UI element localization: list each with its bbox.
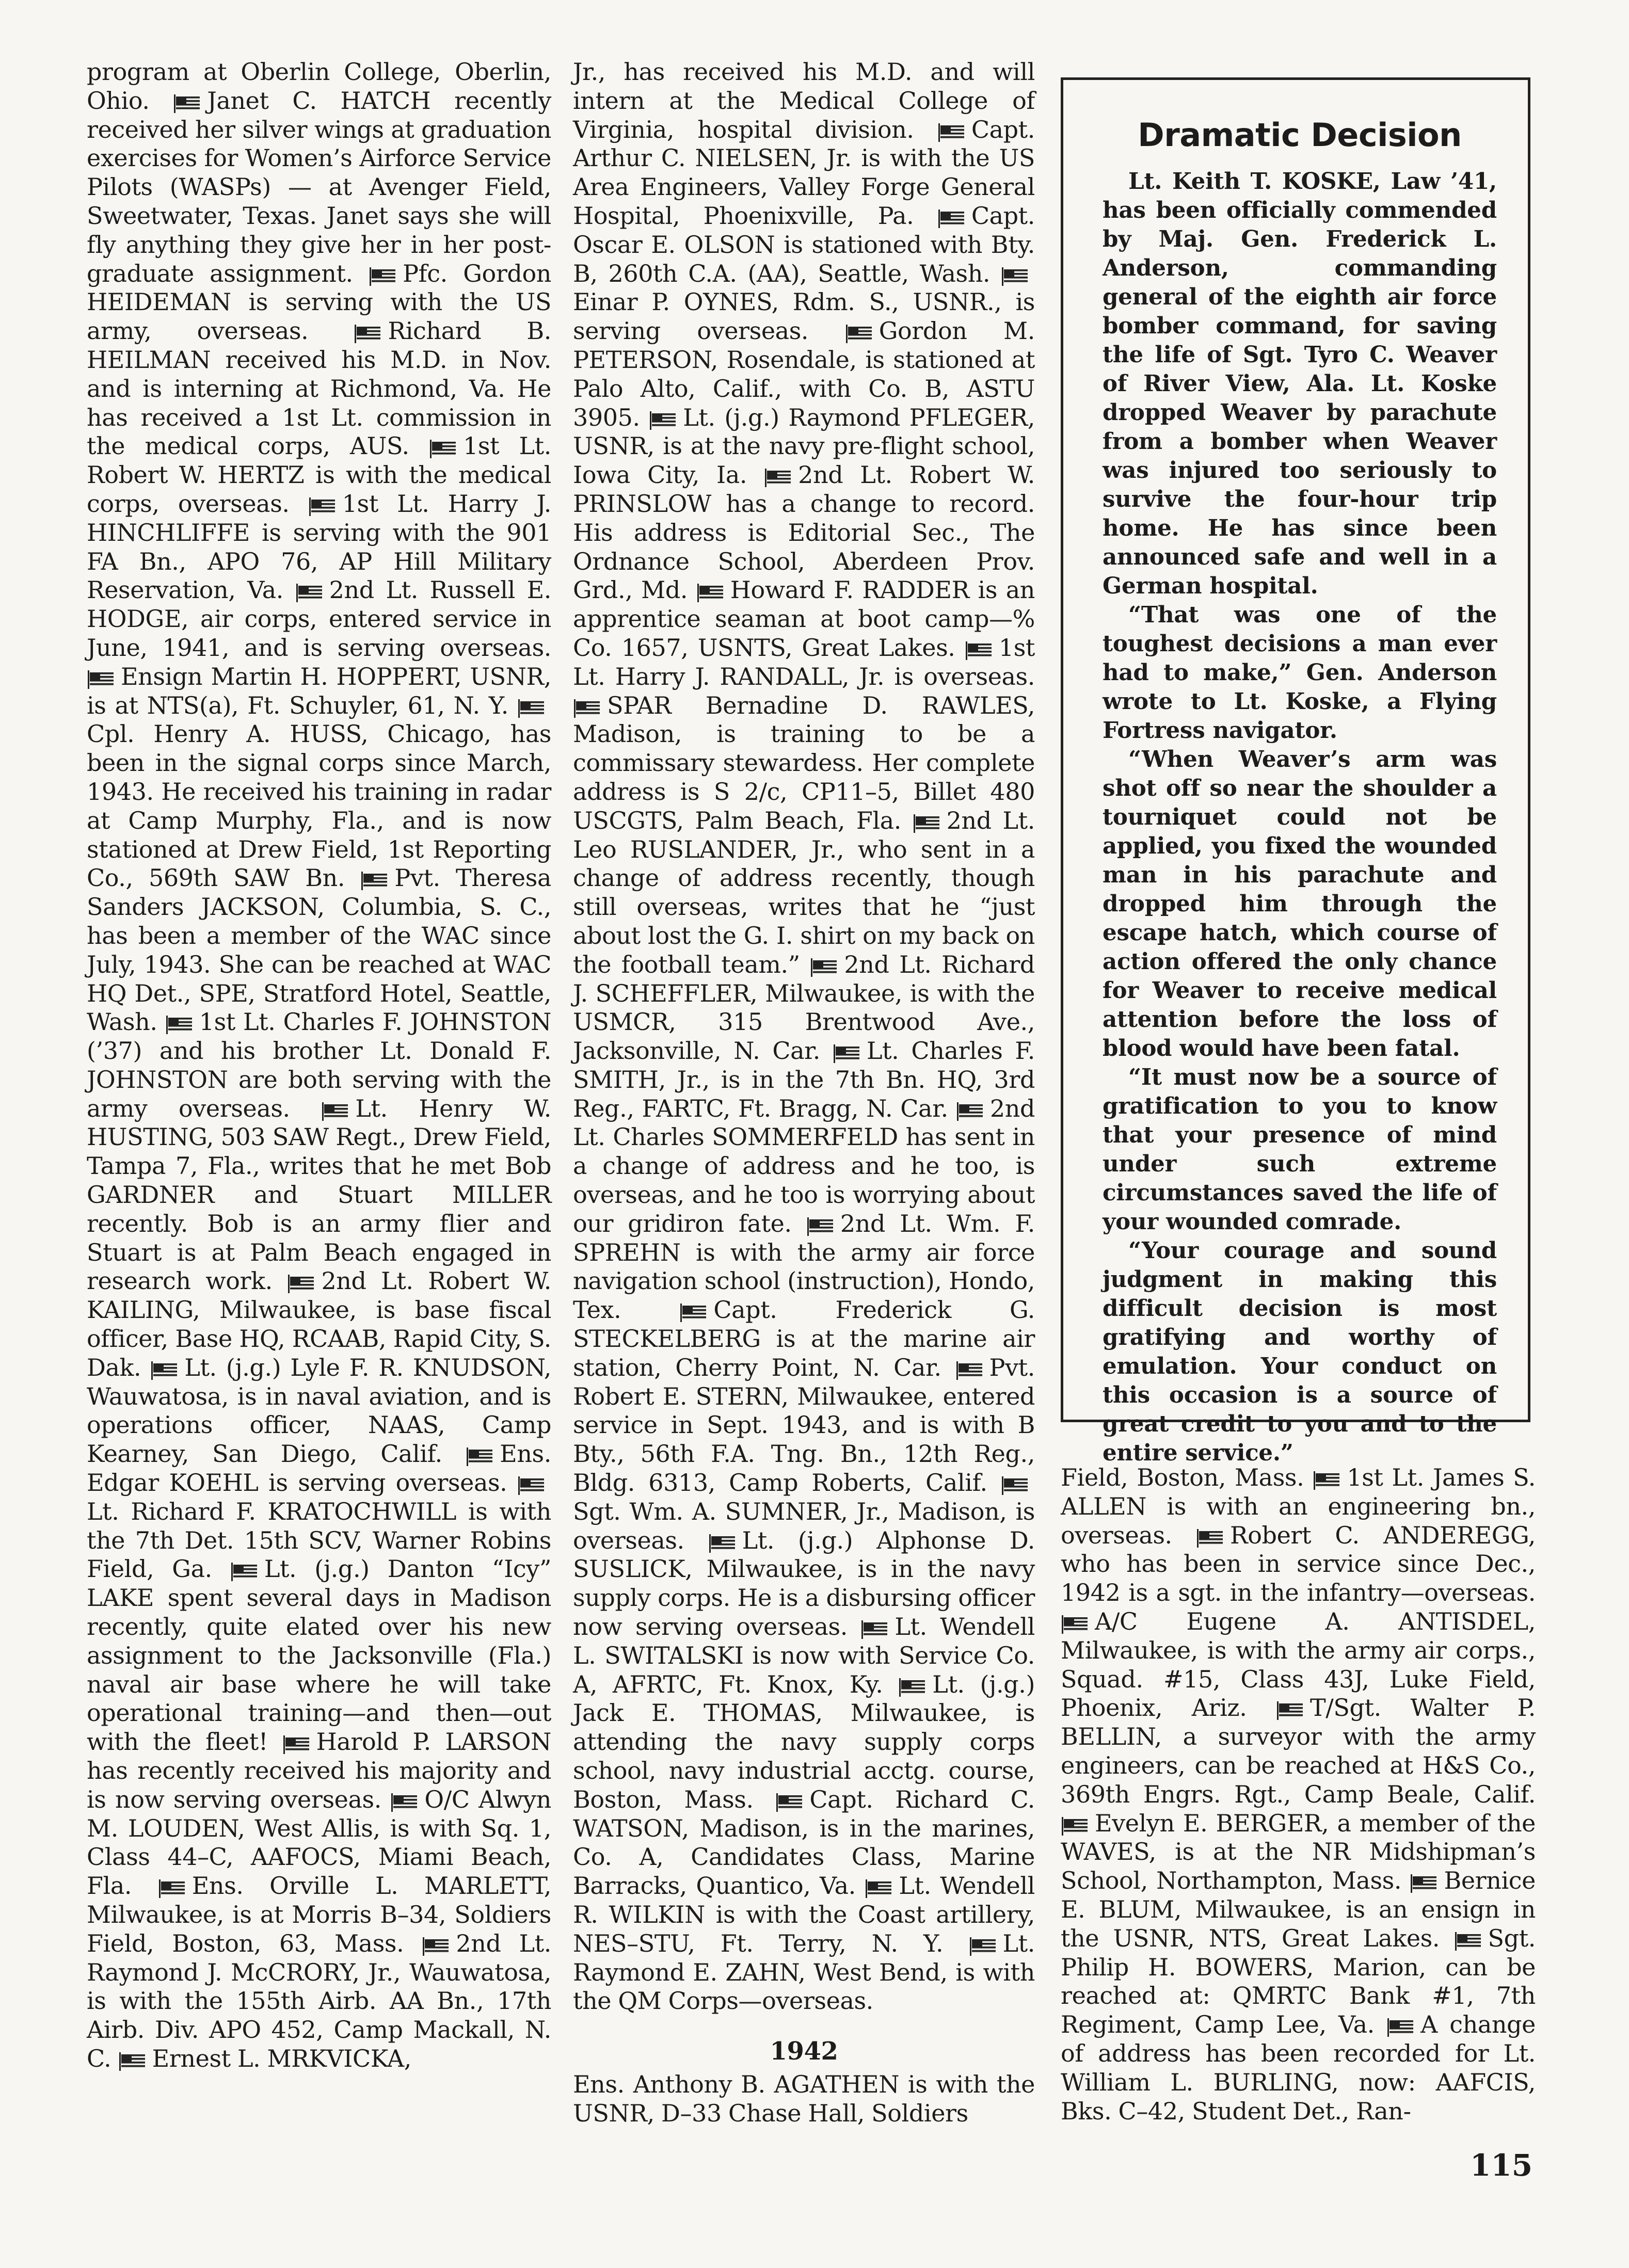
flag-icon: [940, 125, 964, 139]
entry-text: O/C Alwyn M. LOUDEN, West Allis, is with Sq. 1, Class 44–C, AAFOCS, Miami Beach, Fla.: [87, 1785, 552, 1900]
entry-text: Ens. Orville L. MARLETT, Milwaukee, is at Morris B–34, Soldiers Field, Boston, 63, Mass.: [87, 1872, 551, 1957]
entry-text: Capt. Richard C. WATSON, Madison, is in the marines, Co. A, Candidates Class, Marine Barracks, Quantico, Va.: [573, 1785, 1035, 1900]
entry-text: Capt. Oscar E. OLSON is stationed with Bty. B, 260th C.A. (AA), Seattle, Wash.: [573, 201, 1035, 287]
entry-text: Bernice E. BLUM, Milwaukee, is an ensign in the USNR, NTS, Great Lakes.: [1061, 1867, 1536, 1952]
flag-icon: [161, 1881, 185, 1895]
flag-icon: [520, 701, 544, 715]
sidebar-paragraph: “Your courage and sound judgment in making this difficult decision is most gratifying and worthy of emulation. Your conduct on this occasion is a source of great credit to you and to the entire service.”: [1103, 1237, 1497, 1466]
flag-icon: [233, 1565, 257, 1578]
flag-icon: [311, 500, 335, 513]
sidebar-paragraph: “It must now be a source of gratification to you to know that your presence of mind under such extreme circumstances saved the life of your wounded comrade.: [1103, 1064, 1497, 1235]
entry-text: 2nd Lt. Richard J. SCHEFFLER, Milwaukee, is with the USMCR, 315 Brentwood Ave., Jacksonville, N. Car.: [573, 950, 1035, 1065]
flag-icon: [868, 1881, 891, 1895]
entry-text: Gordon M. PETERSON, Rosendale, is stationed at Palo Alto, Calif., with Co. B, ASTU 3905.: [573, 317, 1035, 431]
flag-icon: [767, 471, 791, 484]
flag-icon: [576, 701, 600, 715]
flag-icon: [778, 1795, 802, 1809]
column-2-text-continued: [573, 2070, 1035, 2128]
entry-text: Lt. Richard F. KRATOCHWILL is with the 7th Det. 15th SCV, Warner Robins Field, Ga.: [87, 1497, 551, 1583]
column-1: [87, 58, 551, 2073]
flag-icon: [1279, 1703, 1303, 1717]
flag-icon: [1004, 269, 1028, 283]
entry-text: Lt. Wendell R. WILKIN is with the Coast artillery, NES–STU, Ft. Terry, N. Y.: [573, 1872, 1035, 1957]
entry-text: 2nd Lt. Robert W. PRINSLOW has a change to record. His address is Editorial Sec., The Ordnance School, Aberdeen Prov. Grd., Md.: [573, 461, 1035, 604]
column-1-text: [87, 58, 551, 2073]
column-2: [573, 58, 1035, 2128]
entry-text: 2nd Lt. Raymond J. McCRORY, Jr., Wauwatosa, is with the 155th Airb. AA Bn., 17th Airb. Div. APO 452, Camp Mackall, N. C.: [87, 1929, 551, 2072]
entry-text: Capt. Arthur C. NIELSEN, Jr. is with the US Area Engineers, Valley Forge General Hospital, Phoenixville, Pa.: [573, 115, 1035, 230]
flag-icon: [813, 960, 837, 974]
flag-icon: [1457, 1934, 1481, 1948]
entry-text: Pvt. Robert E. STERN, Milwaukee, entered service in Sept. 1943, and is with B Bty., 56th F.A. Tng. Bn., 12th Reg., Bldg. 6313, Camp Roberts, Calif.: [573, 1353, 1035, 1497]
column-3-text: [1061, 1463, 1536, 2126]
column-3: [1061, 1463, 1536, 2126]
flag-icon: [959, 1104, 983, 1118]
flag-icon: [176, 96, 200, 110]
sidebar-body: [1103, 167, 1497, 1468]
entry-text: Capt. Frederick G. STECKELBERG is at the marine air station, Cherry Point, N. Car.: [573, 1296, 1035, 1381]
entry-text: Pfc. Gordon HEIDEMAN is serving with the US army, overseas.: [87, 259, 552, 345]
flag-icon: [285, 1738, 309, 1751]
flag-icon: [357, 327, 380, 340]
entry-text: program at Oberlin College, Oberlin, Ohio.: [87, 58, 551, 115]
entry-text: T/Sgt. Walter P. BELLIN, a surveyor with the army engineers, can be reached at H&S Co., 369th Engrs. Rgt., Camp Beale, Calif.: [1061, 1694, 1536, 1808]
flag-icon: [1064, 1819, 1088, 1832]
entry-text: Lt. (j.g.) Jack E. THOMAS, Milwaukee, is attending the navy supply corps school, navy industrial acctg. course, Boston, Mass.: [573, 1670, 1035, 1813]
entry-text: Harold P. LARSON has recently received his majority and is now serving overseas.: [87, 1728, 551, 1813]
flag-icon: [972, 1939, 996, 1953]
flag-icon: [809, 1219, 833, 1233]
flag-icon: [432, 442, 456, 455]
entry-text: 2nd Lt. Wm. F. SPREHN is with the army air force navigation school (instruction), Hondo, Tex.: [573, 1209, 1035, 1324]
entry-text: 1st Lt. James S. ALLEN is with an engineering bn., overseas.: [1061, 1463, 1536, 1549]
flag-icon: [168, 1018, 192, 1031]
entry-text: Robert C. ANDEREGG, who has been in service since Dec., 1942 is a sgt. in the infantry—overseas.: [1061, 1521, 1536, 1607]
entry-text: Lt. Wendell L. SWITALSKI is now with Service Co. A, AFRTC, Ft. Knox, Ky.: [573, 1613, 1035, 1698]
flag-icon: [711, 1536, 735, 1550]
flag-icon: [901, 1680, 925, 1694]
entry-text: Cpl. Henry A. HUSS, Chicago, has been in the signal corps since March, 1943. He received his training in radar at Camp Murphy, Fla., and is now stationed at Drew Field, 1st Reporting Co., 569th SAW Bn.: [87, 720, 551, 892]
entry-text: 1st Lt. Robert W. HERTZ is with the medical corps, overseas.: [87, 432, 551, 518]
entry-text: 2nd Lt. Charles SOMMERFELD has sent in a change of address and he too, is overseas, and he too is worrying about our gridiron fate.: [573, 1094, 1035, 1237]
section-heading-1942: 1942: [770, 2037, 838, 2066]
flag-icon: [121, 2054, 145, 2068]
flag-icon: [968, 644, 992, 657]
entry-text: Einar P. OYNES, Rdm. S., USNR., is serving overseas.: [573, 288, 1035, 345]
entry-text: Lt. Raymond E. ZAHN, West Bend, is with the QM Corps—overseas.: [573, 1929, 1035, 2015]
sidebar-paragraph: “When Weaver’s arm was shot off so near the shoulder a tourniquet could not be applied, you fixed the wounded man in his parachute and dropped him through the escape hatch, which course of action offered the only chance for Weaver to receive medical attention before the loss of blood would have been fatal.: [1103, 746, 1497, 1061]
flag-icon: [153, 1363, 177, 1377]
entry-text: 2nd Lt. Leo RUSLANDER, Jr., who sent in a change of address recently, though still overseas, writes that he “just about lost the G. I. shirt on my back on the football team.”: [573, 806, 1035, 978]
flag-icon: [940, 212, 964, 225]
entry-text: Lt. (j.g.) Lyle F. R. KNUDSON, Wauwatosa, is in naval aviation, and is operations officer, NAAS, Camp Kearney, San Diego, Calif.: [87, 1353, 551, 1468]
entry-text: 1st Lt. Harry J. HINCHLIFFE is serving with the 901 FA Bn., APO 76, AP Hill Military Reservation, Va.: [87, 489, 551, 604]
entry-text: Jr., has received his M.D. and will intern at the Medical College of Virginia, hospital division.: [573, 58, 1035, 143]
flag-icon: [90, 672, 114, 686]
entry-text: 1st Lt. Charles F. JOHNSTON (’37) and his brother Lt. Donald F. JOHNSTON are both serving with the army overseas.: [87, 1008, 551, 1122]
entry-text: Lt. Charles F. SMITH, Jr., is in the 7th Bn. HQ, 3rd Reg., FARTC, Ft. Bragg, N. Car.: [573, 1037, 1035, 1122]
flag-icon: [959, 1363, 982, 1377]
sidebar-title: Dramatic Decision: [1138, 116, 1462, 154]
flag-icon: [469, 1450, 492, 1463]
flag-icon: [652, 413, 676, 427]
entry-text: 2nd Lt. Russell E. HODGE, air corps, entered service in June, 1941, and is serving overseas.: [87, 576, 551, 662]
page-number: 115: [1470, 2148, 1533, 2183]
entry-text: Lt. (j.g.) Raymond PFLEGER, USNR, is at the navy pre-flight school, Iowa City, Ia.: [573, 403, 1035, 489]
entry-text: Janet C. HATCH recently received her silver wings at graduation exercises for Women’s Airforce Service Pilots (WASPs) — at Avenger Field, Sweetwater, Texas. Janet says she will fly anything they give her in her post-graduate assignment.: [87, 86, 551, 287]
sidebar-box: [1061, 77, 1530, 1466]
entry-text: Ens. Anthony B. AGATHEN is with the USNR, D–33 Chase Hall, Soldiers: [573, 2070, 1035, 2127]
flag-icon: [425, 1939, 449, 1953]
flag-icon: [682, 1306, 706, 1319]
entry-text: 2nd Lt. Robert W. KAILING, Milwaukee, is base fiscal officer, Base HQ, RCAAB, Rapid City, S. Dak.: [87, 1267, 551, 1381]
entry-text: Lt. (j.g.) Alphonse D. SUSLICK, Milwaukee, is in the navy supply corps. He is a disbursing officer now serving overseas.: [573, 1526, 1035, 1641]
flag-icon: [836, 1047, 859, 1060]
entry-text: Field, Boston, Mass.: [1061, 1463, 1304, 1491]
entry-text: Ens. Edgar KOEHL is serving overseas.: [87, 1440, 551, 1497]
sidebar-paragraph: Lt. Keith T. KOSKE, Law ’41, has been officially commended by Maj. Gen. Frederick L. Anderson, commanding general of the eighth air force bomber command, for saving the life of Sgt. Tyro C. Weaver of River View, Ala. Lt. Koske dropped Weaver by parachute from a bomber when Weaver was injured too seriously to survive the four-hour trip home. He has since been announced safe and well in a German hospital.: [1103, 168, 1497, 599]
flag-icon: [1413, 1876, 1436, 1890]
entry-text: Ernest L. MRKVICKA,: [152, 2044, 411, 2072]
entry-text: Pvt. Theresa Sanders JACKSON, Columbia, S. C., has been a member of the WAC since July, 1943. She can be reached at WAC HQ Det., SPE, Stratford Hotel, Seattle, Wash.: [87, 864, 551, 1036]
flag-icon: [298, 586, 322, 599]
sidebar-paragraph: “That was one of the toughest decisions a man ever had to make,” Gen. Anderson wrote to Lt. Koske, a Flying Fortress navigator.: [1103, 602, 1497, 744]
flag-icon: [864, 1622, 887, 1636]
flag-icon: [848, 327, 872, 340]
flag-icon: [1199, 1531, 1223, 1545]
entry-text: Sgt. Wm. A. SUMNER, Jr., Madison, is overseas.: [573, 1497, 1035, 1554]
flag-icon: [916, 816, 939, 830]
flag-icon: [1004, 1478, 1028, 1492]
entry-text: A/C Eugene A. ANTISDEL, Milwaukee, is with the army air corps., Squad. #15, Class 43J, Luke Field, Phoenix, Ariz.: [1061, 1607, 1536, 1722]
entry-text: Evelyn E. BERGER, a member of the WAVES, is at the NR Midshipman’s School, Northampton, Mass.: [1061, 1809, 1536, 1895]
flag-icon: [290, 1277, 314, 1290]
entry-text: Richard B. HEILMAN received his M.D. in Nov. and is interning at Richmond, Va. He has received a 1st Lt. commission in the medical corps, AUS.: [87, 317, 551, 460]
flag-icon: [393, 1795, 417, 1809]
entry-text: SPAR Bernadine D. RAWLES, Madison, is training to be a commissary stewardess. Her complete address is S 2/c, CP11–5, Billet 480 USCGTS, Palm Beach, Fla.: [573, 691, 1035, 834]
flag-icon: [324, 1104, 348, 1118]
flag-icon: [1390, 2020, 1413, 2034]
flag-icon: [699, 586, 723, 599]
column-2-text: [573, 58, 1035, 2016]
entry-text: A change of address has been recorded for Lt. William L. BURLING, now: AAFCIS, Bks. C–42, Student Det., Ran-: [1061, 2010, 1536, 2125]
entry-text: Howard F. RADDER is an apprentice seaman at boot camp—% Co. 1657, USNTS, Great Lakes.: [573, 576, 1035, 662]
flag-icon: [372, 269, 395, 283]
entry-text: Lt. Henry W. HUSTING, 503 SAW Regt., Drew Field, Tampa 7, Fla., writes that he met Bob GARDNER and Stuart MILLER recently. Bob is an army flier and Stuart is at Palm Beach engaged in research work.: [87, 1094, 551, 1295]
entry-text: 1st Lt. Harry J. RANDALL, Jr. is overseas.: [573, 633, 1035, 690]
flag-icon: [1316, 1473, 1339, 1487]
entry-text: Lt. (j.g.) Danton “Icy” LAKE spent several days in Madison recently, quite elated over his new assignment to the Jacksonville (Fla.) naval air base where he will take operational training—and then—out with the fleet!: [87, 1555, 551, 1756]
entry-text: Ensign Martin H. HOPPERT, USNR, is at NTS(a), Ft. Schuyler, 61, N. Y.: [87, 662, 551, 719]
flag-icon: [363, 874, 387, 887]
entry-text: Sgt. Philip H. BOWERS, Marion, can be reached at: QMRTC Bank #1, 7th Regiment, Camp Lee, Va.: [1061, 1924, 1536, 2039]
flag-icon: [1064, 1617, 1088, 1631]
flag-icon: [520, 1478, 544, 1492]
